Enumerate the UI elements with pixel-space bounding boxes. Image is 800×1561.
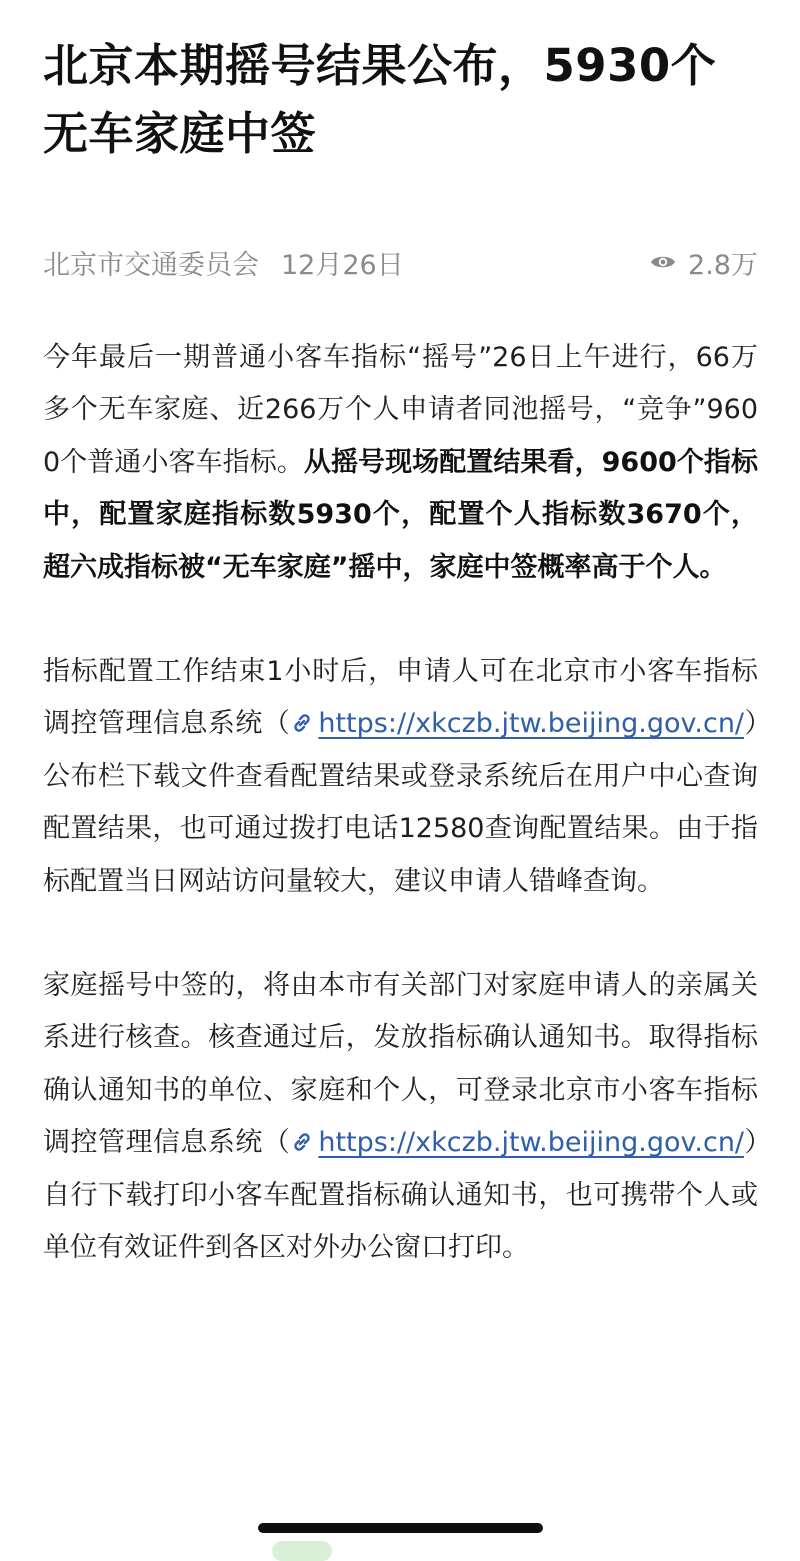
- paragraph-3-text-before: 家庭摇号中签的，将由本市有关部门对家庭申请人的亲属关系进行核查。核查通过后，发放指标确认通知书。取得指标确认通知书的单位、家庭和个人，可登录北京市小客车指标调控管理信息系统（: [43, 970, 758, 1159]
- article-date: 12月26日: [281, 249, 404, 281]
- paragraph-3-text-after: ）自行下载打印小客车配置指标确认通知书，也可携带个人或单位有效证件到各区对外办公窗口打印。: [43, 1127, 759, 1264]
- system-url-link-2[interactable]: https://xkczb.jtw.beijing.gov.cn/: [318, 1127, 745, 1159]
- paragraph-2-text-before: 指标配置工作结束1小时后，申请人可在北京市小客车指标调控管理信息系统（: [43, 656, 758, 740]
- paragraph-1-text: 今年最后一期普通小客车指标“摇号”26日上午进行，66万多个无车家庭、近266万个人申请者同池摇号，“竞争”9600个普通小客车指标。: [43, 342, 758, 478]
- article-meta: [43, 232, 758, 292]
- article-title: 北京本期摇号结果公布，5930个无车家庭中签: [43, 39, 717, 160]
- article-body: [43, 332, 758, 1275]
- article: [43, 0, 758, 1327]
- paragraph-2: [43, 646, 758, 908]
- bottom-bar-peek: [272, 1541, 332, 1561]
- link-icon: [290, 711, 314, 735]
- link-icon: [290, 1130, 314, 1154]
- article-source[interactable]: 北京市交通委员会: [43, 249, 259, 281]
- system-url-link-1[interactable]: https://xkczb.jtw.beijing.gov.cn/: [318, 708, 745, 740]
- paragraph-1: [43, 332, 758, 594]
- home-indicator[interactable]: [258, 1523, 543, 1533]
- view-count: [650, 243, 758, 282]
- eye-icon: [650, 253, 676, 271]
- paragraph-1-bold: 从摇号现场配置结果看，9600个指标中，配置家庭指标数5930个，配置个人指标数3670个，超六成指标被“无车家庭”摇中，家庭中签概率高于个人。: [43, 446, 758, 583]
- paragraph-3: [43, 960, 758, 1274]
- view-count-value: 2.8万: [688, 249, 758, 281]
- paragraph-2-text-after: ）公布栏下载文件查看配置结果或登录系统后在用户中心查询配置结果，也可通过拨打电话12580查询配置结果。由于指标配置当日网站访问量较大，建议申请人错峰查询。: [43, 708, 759, 897]
